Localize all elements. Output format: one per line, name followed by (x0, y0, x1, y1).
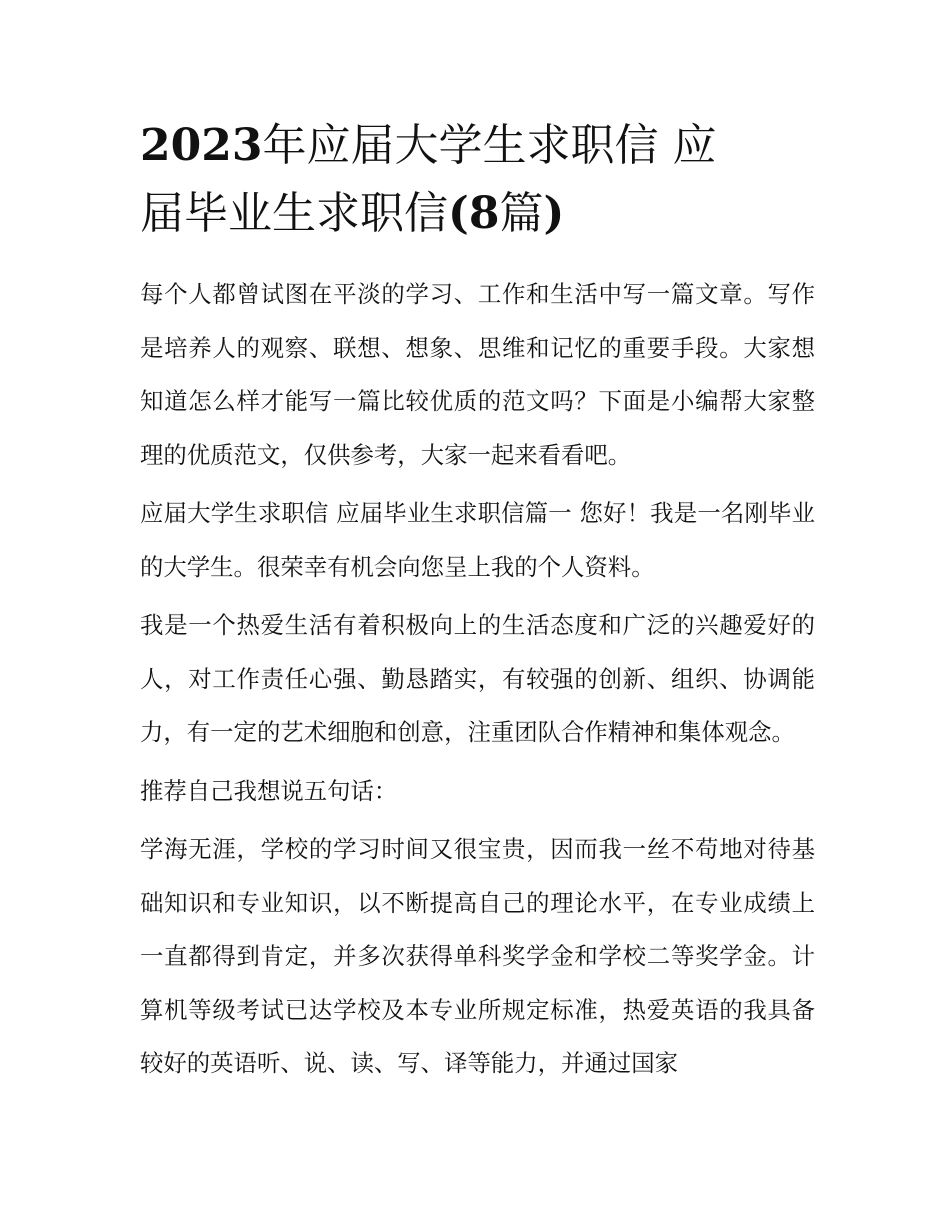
paragraph-five-points: 推荐自己我想说五句话： (140, 776, 398, 805)
title-line-1: 2023年应届大学生求职信 应 (140, 120, 717, 171)
document-body (140, 268, 815, 1091)
document-title (140, 112, 815, 248)
title-line-2: 届毕业生求职信(8篇) (140, 188, 565, 239)
document-page (140, 112, 815, 1096)
paragraph-intro: 每个人都曾试图在平淡的学习、工作和生活中写一篇文章。写作是培养人的观察、联想、想象、思维和记忆的重要手段。大家想知道怎么样才能写一篇比较优质的范文吗？下面是小编帮大家整理的优质范文，仅供参考，大家一起来看看吧。 (140, 280, 815, 469)
paragraph-personality: 我是一个热爱生活有着积极向上的生活态度和广泛的兴趣爱好的人，对工作责任心强、勤恳踏实，有较强的创新、组织、协调能力，有一定的艺术细胞和创意，注重团队合作精神和集体观念。 (140, 611, 815, 746)
paragraph-study: 学海无涯，学校的学习时间又很宝贵，因而我一丝不苟地对待基础知识和专业知识，以不断提高自己的理论水平，在专业成绩上一直都得到肯定，并多次获得单科奖学金和学校二等奖学金。计算机等级考试已达学校及本专业所规定标准，热爱英语的我具备较好的英语听、说、读、写、译等能力，并通过国家 (140, 835, 815, 1077)
paragraph-greeting: 应届大学生求职信 应届毕业生求职信篇一 您好！我是一名刚毕业的大学生。很荣幸有机会向您呈上我的个人资料。 (140, 499, 815, 581)
